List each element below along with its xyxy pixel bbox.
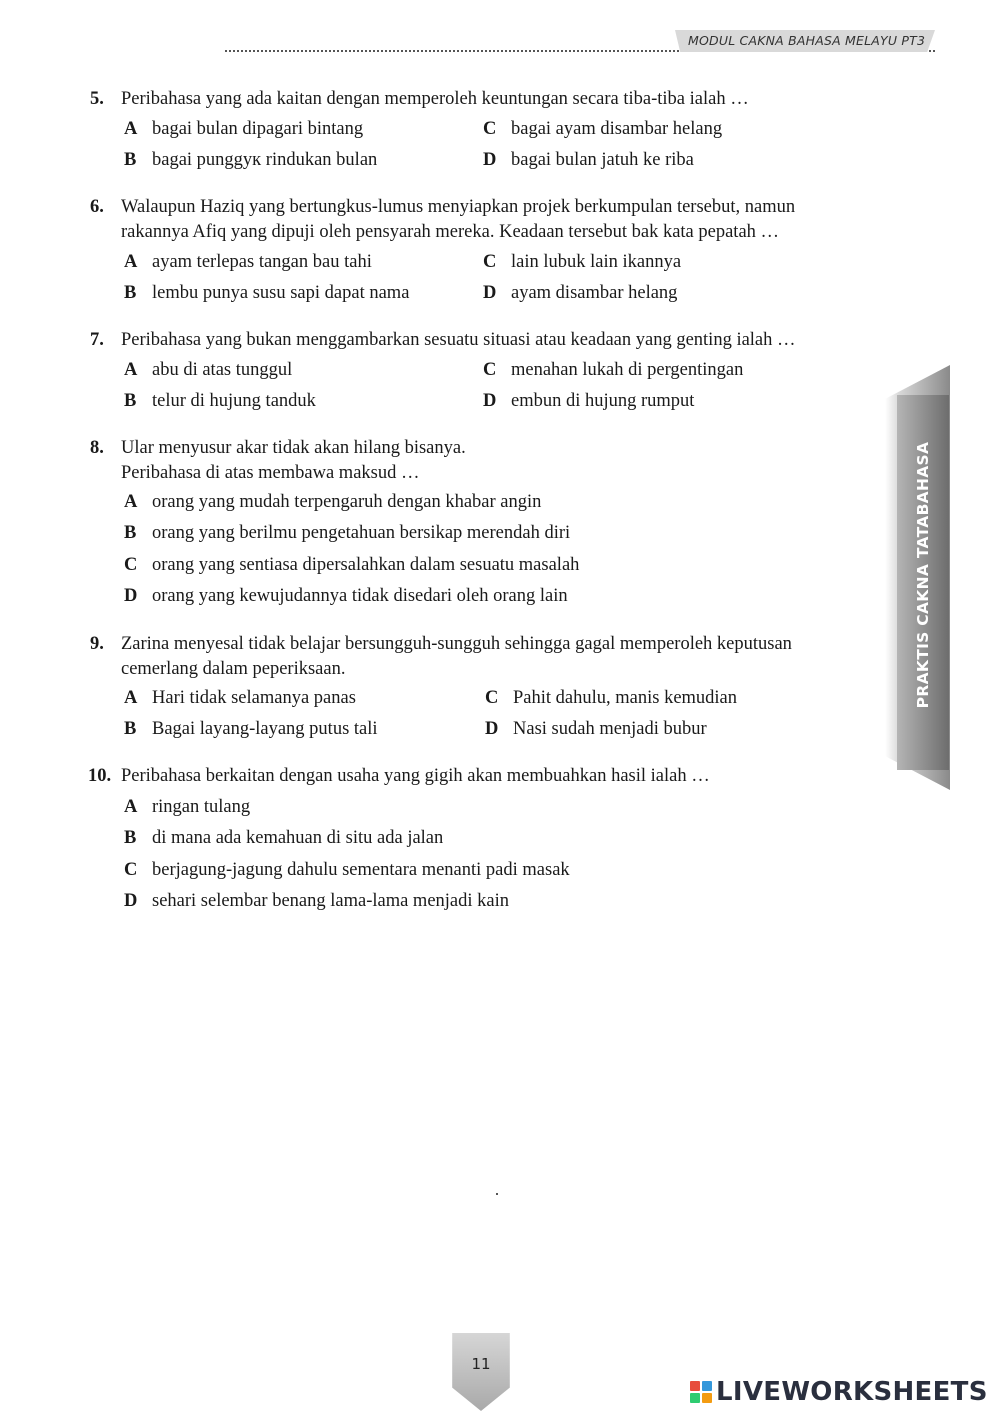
option-6c[interactable]: C lain lubuk lain ikannya <box>483 252 682 272</box>
option-5d[interactable]: D bagai bulan jatuh ke riba <box>483 150 694 170</box>
option-5b[interactable]: B bagai punggук rindukan bulan <box>124 150 378 170</box>
option-10c[interactable]: C berjagung-jagung dahulu sementara menanti padi masak <box>124 860 570 880</box>
option-9a[interactable]: A Hari tidak selamanya panas <box>124 688 356 708</box>
option-8c[interactable]: C orang yang sentiasa dipersalahkan dalam sesuatu masalah <box>124 555 580 575</box>
option-8d[interactable]: D orang yang kewujudannya tidak disedari oleh orang lain <box>124 586 568 606</box>
question-text-line: Zarina menyesal tidak belajar bersungguh-sungguh sehingga gagal memperoleh keputusan <box>121 634 792 654</box>
question-7 <box>90 328 850 353</box>
logo-text: LIVEWORKSHEETS <box>716 1377 988 1407</box>
question-text-line: Walaupun Haziq yang bertungkus-lumus menyiapkan projek berkumpulan tersebut, namun <box>121 197 796 217</box>
option-8b[interactable]: B orang yang berilmu pengetahuan bersikap merendah diri <box>124 523 571 543</box>
question-text-line: Peribahasa di atas membawa maksud … <box>121 463 420 483</box>
stray-dot <box>496 1193 498 1195</box>
option-10d[interactable]: D sehari selembar benang lama-lama menjadi kain <box>124 891 510 911</box>
question-text-line: Peribahasa yang bukan menggambarkan sesuatu situasi atau keadaan yang genting ialah … <box>121 330 796 350</box>
question-number: 10. <box>88 766 112 786</box>
option-10b[interactable]: B di mana ada kemahuan di situ ada jalan <box>124 828 444 848</box>
logo-square <box>702 1393 712 1403</box>
liveworksheets-logo[interactable] <box>690 1377 988 1407</box>
question-number: 5. <box>90 89 104 109</box>
option-9d[interactable]: D Nasi sudah menjadi bubur <box>485 719 707 739</box>
option-10a[interactable]: A ringan tulang <box>124 797 251 817</box>
question-6 <box>90 195 850 245</box>
logo-square <box>702 1381 712 1391</box>
question-text-line: Peribahasa berkaitan dengan usaha yang gigih akan membuahkan hasil ialah … <box>121 766 710 786</box>
option-9b[interactable]: B Bagai layang-layang putus tali <box>124 719 378 739</box>
question-text-line: rakannya Afiq yang dipuji oleh pensyarah mereka. Keadaan tersebut bak kata pepatah … <box>121 222 780 242</box>
question-number: 9. <box>90 634 104 654</box>
option-7b[interactable]: B telur di hujung tanduk <box>124 391 316 411</box>
option-7a[interactable]: A abu di atas tunggul <box>124 360 293 380</box>
question-text-line: Ular menyusur akar tidak akan hilang bisanya. <box>121 438 466 458</box>
option-8a[interactable]: A orang yang mudah terpengaruh dengan khabar angin <box>124 492 542 512</box>
option-6d[interactable]: D ayam disambar helang <box>483 283 678 303</box>
question-5 <box>90 87 850 112</box>
question-8 <box>90 436 850 486</box>
question-number: 7. <box>90 330 104 350</box>
option-5a[interactable]: A bagai bulan dipagari bintang <box>124 119 364 139</box>
question-10 <box>88 764 848 789</box>
option-6a[interactable]: A ayam terlepas tangan bau tahi <box>124 252 372 272</box>
option-5c[interactable]: C bagai ayam disambar helang <box>483 119 723 139</box>
question-9 <box>90 632 850 682</box>
option-6b[interactable]: B lembu punya susu sapi dapat nama <box>124 283 410 303</box>
option-9c[interactable]: C Pahit dahulu, manis kemudian <box>485 688 738 708</box>
logo-square <box>690 1393 700 1403</box>
question-text-line: cemerlang dalam peperiksaan. <box>121 659 346 679</box>
module-title: MODUL CAKNA BAHASA MELAYU PT3 <box>688 33 926 48</box>
option-7c[interactable]: C menahan lukah di pergentingan <box>483 360 744 380</box>
option-7d[interactable]: D embun di hujung rumput <box>483 391 695 411</box>
logo-square <box>690 1381 700 1391</box>
question-text-line: Peribahasa yang ada kaitan dengan memperoleh keuntungan secara tiba-tiba ialah … <box>121 89 749 109</box>
question-number: 8. <box>90 438 104 458</box>
page-number: 11 <box>471 1355 491 1373</box>
side-tab-label: PRAKTIS CAKNA TATABAHASA <box>914 441 932 709</box>
question-number: 6. <box>90 197 104 217</box>
logo-grid-icon <box>690 1381 712 1403</box>
